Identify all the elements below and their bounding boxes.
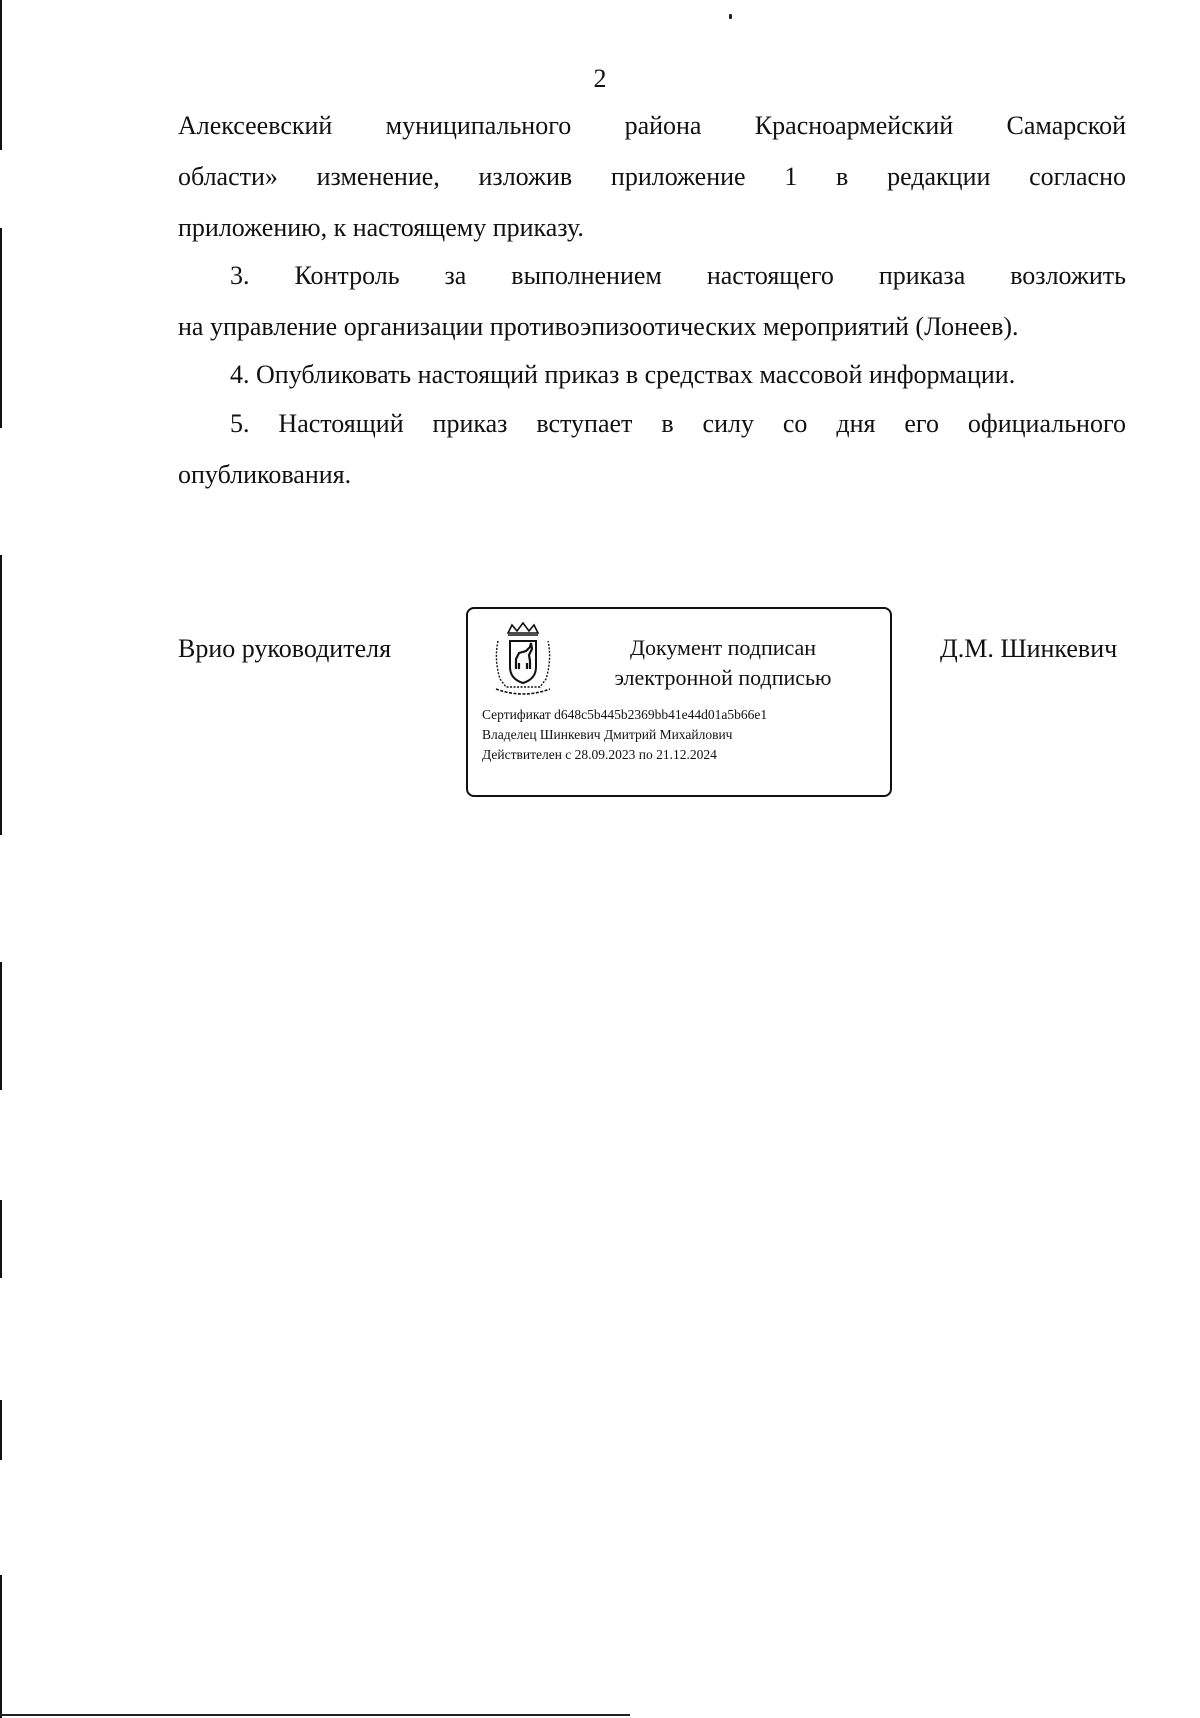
scan-edge-mark: [0, 228, 2, 428]
stamp-heading-line: электронной подписью: [614, 665, 832, 690]
text-line: опубликования.: [178, 460, 352, 489]
certificate-owner: Владелец Шинкевич Дмитрий Михайлович: [482, 727, 733, 742]
signer-position: Врио руководителя: [178, 634, 392, 663]
certificate-validity: Действителен с 28.09.2023 по 21.12.2024: [482, 747, 717, 762]
scan-edge-mark: [0, 962, 2, 1090]
scan-edge-mark: [0, 1575, 2, 1718]
paragraph-item-4: [178, 349, 1126, 400]
paragraph-item-5: [178, 398, 1126, 500]
scan-bottom-mark: [0, 1714, 630, 1716]
stamp-details: [482, 705, 767, 765]
scan-speck: [729, 14, 732, 19]
stamp-heading: [568, 633, 878, 693]
paragraph-amendment: [178, 100, 1126, 253]
text-line: на управление организации противоэпизоотических мероприятий (Лонеев).: [178, 312, 1019, 341]
electronic-signature-stamp: [466, 607, 892, 797]
paragraph-item-3: [178, 250, 1126, 352]
text-line: области» изменение, изложив приложение 1 в редакции согласно: [178, 162, 1126, 191]
signer-name: Д.М. Шинкевич: [940, 634, 1118, 663]
scan-edge-mark: [0, 1400, 2, 1460]
text-line: Алексеевский муниципального района Красноармейский Самарской: [178, 111, 1126, 140]
text-line: 4. Опубликовать настоящий приказ в средствах массовой информации.: [230, 360, 1016, 389]
samara-coat-of-arms-icon: [488, 619, 558, 699]
certificate-number: Сертификат d648c5b445b2369bb41e44d01a5b66e1: [482, 707, 768, 722]
text-line: 3. Контроль за выполнением настоящего приказа возложить: [230, 261, 1126, 290]
page-number: 2: [593, 64, 607, 93]
text-line: 5. Настоящий приказ вступает в силу со дня его официального: [230, 409, 1126, 438]
scan-edge-mark: [0, 1200, 2, 1278]
stamp-heading-line: Документ подписан: [629, 635, 817, 660]
text-line: приложению, к настоящему приказу.: [178, 213, 584, 242]
scan-edge-mark: [0, 555, 2, 835]
